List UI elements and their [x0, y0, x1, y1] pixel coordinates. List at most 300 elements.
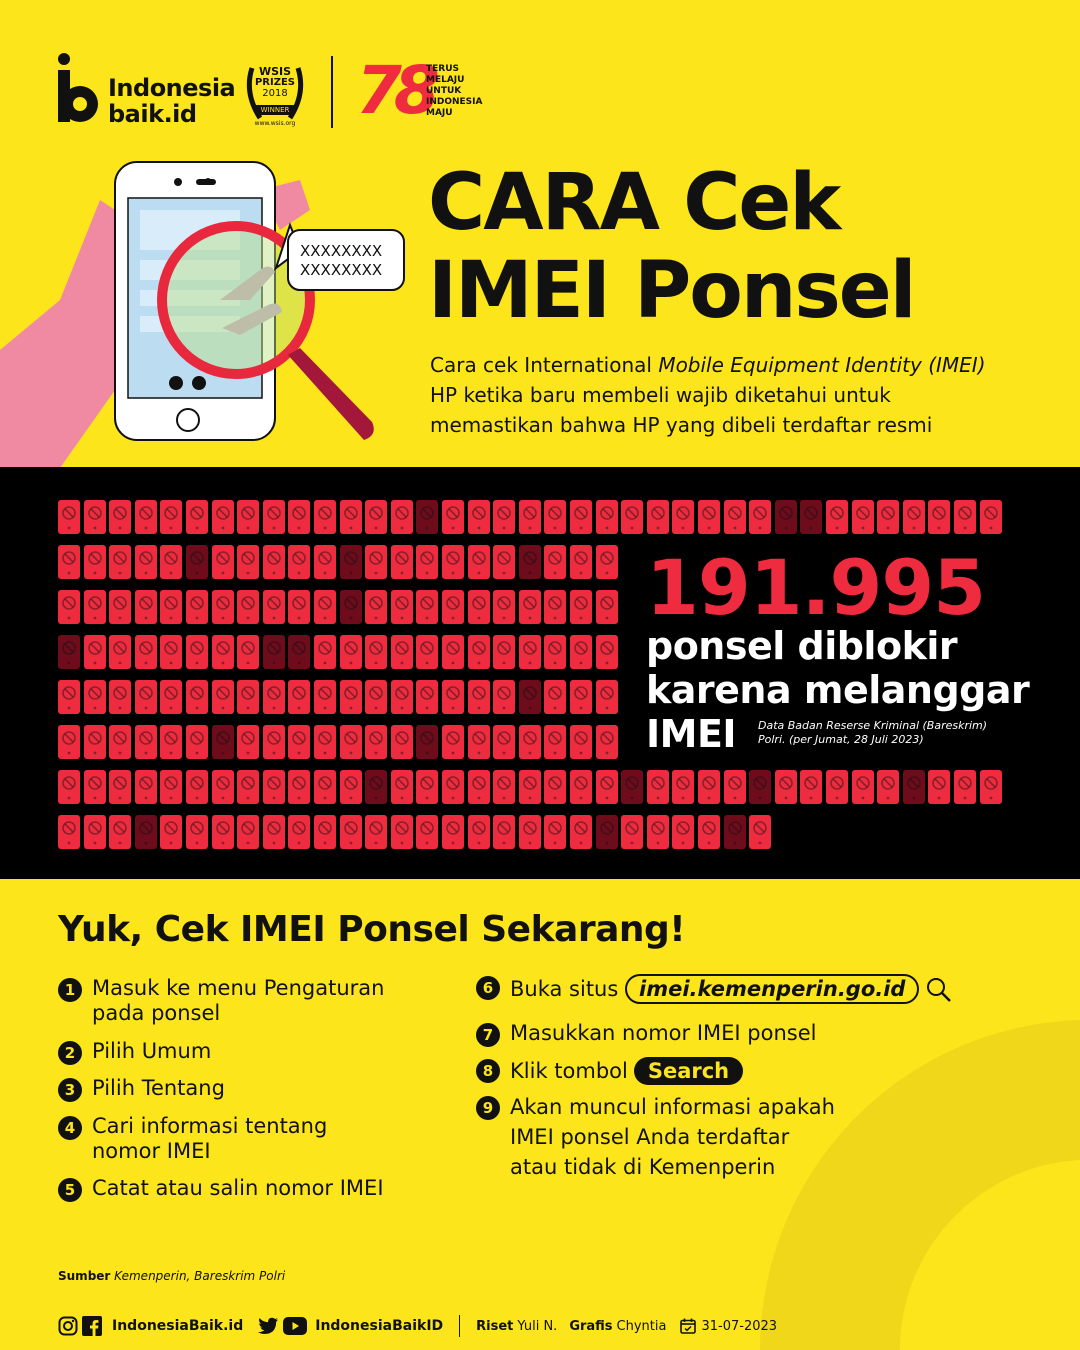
- blocked-phone-icon: [519, 680, 541, 714]
- blocked-phone-icon: [314, 725, 336, 759]
- blocked-phone-icon: [544, 545, 566, 579]
- step-8: [476, 1057, 743, 1085]
- blocked-phone-icon: [340, 770, 362, 804]
- search-icon: [926, 977, 952, 1003]
- step-8-label: Klik tombol: [510, 1059, 628, 1083]
- blocked-phone-icon: [519, 545, 541, 579]
- blocked-phone-icon: [365, 545, 387, 579]
- tagline-line1: TERUS: [426, 64, 460, 74]
- blocked-phone-icon: [570, 815, 592, 849]
- source-label: Sumber: [58, 1269, 111, 1283]
- blocked-phone-icon: [237, 635, 259, 669]
- blocked-phone-icon: [647, 770, 669, 804]
- blocked-phone-icon: [416, 770, 438, 804]
- blocked-phone-icon: [416, 500, 438, 534]
- grafis-name: Chyntia: [616, 1318, 667, 1334]
- blocked-phone-icon: [340, 815, 362, 849]
- blocked-phone-icon: [340, 590, 362, 624]
- anniversary-logo: [356, 54, 496, 130]
- blocked-phone-icon: [365, 635, 387, 669]
- blocked-phone-icon: [493, 500, 515, 534]
- blocked-phone-icon: [365, 680, 387, 714]
- blocked-phone-icon: [852, 770, 874, 804]
- blocked-phone-icon: [468, 545, 490, 579]
- logo-b-mark: [56, 52, 100, 126]
- blocked-phone-icon: [391, 770, 413, 804]
- blocked-phone-icon: [544, 635, 566, 669]
- blocked-phone-icon: [109, 815, 131, 849]
- blocked-phone-icon: [263, 815, 285, 849]
- blocked-phone-icon: [135, 725, 157, 759]
- twitter-icon[interactable]: [257, 1317, 279, 1335]
- blocked-phone-icon: [749, 815, 771, 849]
- blocked-phone-icon: [365, 500, 387, 534]
- blocked-phone-icon: [519, 770, 541, 804]
- blocked-phone-icon: [724, 500, 746, 534]
- blocked-phone-icon: [596, 500, 618, 534]
- blocked-phone-icon: [58, 815, 80, 849]
- youtube-icon[interactable]: [283, 1317, 307, 1335]
- blocked-phone-icon: [570, 590, 592, 624]
- stat-line2: karena melanggar: [646, 668, 1030, 712]
- blocked-phone-icon: [672, 500, 694, 534]
- blocked-phone-icon: [442, 545, 464, 579]
- blocked-phone-icon: [442, 635, 464, 669]
- blocked-phone-icon: [852, 500, 874, 534]
- blocked-phone-icon: [391, 545, 413, 579]
- blocked-phone-icon: [186, 500, 208, 534]
- blocked-phone-icon: [263, 725, 285, 759]
- blocked-phone-icon: [596, 680, 618, 714]
- tagline-line4: INDONESIA: [426, 97, 483, 107]
- blocked-phone-icon: [416, 815, 438, 849]
- blocked-phone-icon: [928, 500, 950, 534]
- blocked-phone-icon: [468, 635, 490, 669]
- blocked-phone-icon: [288, 590, 310, 624]
- blocked-phone-icon: [391, 590, 413, 624]
- blocked-phone-icon: [724, 770, 746, 804]
- blocked-phone-icon: [212, 500, 234, 534]
- blocked-phone-icon: [877, 500, 899, 534]
- blocked-phone-icon: [288, 680, 310, 714]
- logo-name-line1: Indonesia: [108, 74, 236, 102]
- blocked-phone-icon: [980, 500, 1002, 534]
- blocked-phone-icon: [263, 635, 285, 669]
- wsis-year: 2018: [262, 88, 288, 99]
- desc-line1: [430, 350, 1050, 380]
- note-line2: Polri. (per Jumat, 28 Juli 2023): [758, 733, 924, 746]
- blocked-phone-icon: [84, 815, 106, 849]
- blocked-phone-icon: [314, 545, 336, 579]
- blocked-phone-icon: [237, 770, 259, 804]
- footer-handle-2[interactable]: IndonesiaBaikID: [315, 1318, 444, 1334]
- blocked-phone-icon: [186, 815, 208, 849]
- blocked-phone-icon: [109, 725, 131, 759]
- blocked-phone-icon: [84, 635, 106, 669]
- blocked-phone-icon: [84, 545, 106, 579]
- blocked-phone-icon: [647, 815, 669, 849]
- blocked-phone-icon: [903, 770, 925, 804]
- note-line1: Data Badan Reserse Kriminal (Bareskrim): [758, 719, 988, 732]
- speech-bubble-text-1: XXXXXXXX: [300, 242, 383, 260]
- blocked-phone-icon: [84, 770, 106, 804]
- blocked-phone-icon: [237, 500, 259, 534]
- blocked-phone-icon: [493, 590, 515, 624]
- blocked-phone-icon: [58, 545, 80, 579]
- grafis-label: Grafis: [569, 1318, 613, 1334]
- blocked-phone-icon: [570, 725, 592, 759]
- blocked-phone-icon: [493, 725, 515, 759]
- blocked-phone-icon: [109, 590, 131, 624]
- blocked-phone-icon: [340, 545, 362, 579]
- footer-divider: [459, 1315, 460, 1337]
- source-note: [58, 1269, 285, 1283]
- blocked-phone-icon: [391, 725, 413, 759]
- blocked-phone-icon: [519, 815, 541, 849]
- blocked-phone-icon: [570, 680, 592, 714]
- blocked-phone-icon: [186, 545, 208, 579]
- desc-line3: memastikan bahwa HP yang dibeli terdaftar resmi: [430, 413, 933, 437]
- step-5: [58, 1176, 384, 1202]
- blocked-phone-icon: [365, 725, 387, 759]
- instagram-icon[interactable]: [58, 1316, 78, 1336]
- blocked-phone-icon: [672, 770, 694, 804]
- blocked-phone-icon: [109, 500, 131, 534]
- blocked-phone-icon: [135, 815, 157, 849]
- blocked-phone-icon: [468, 590, 490, 624]
- step-3: [58, 1076, 225, 1102]
- blocked-phone-icon: [596, 545, 618, 579]
- blocked-phone-icon: [416, 545, 438, 579]
- blocked-phone-icon: [109, 545, 131, 579]
- step-2: [58, 1039, 211, 1065]
- blocked-phone-icon: [135, 590, 157, 624]
- step-7: [476, 1021, 816, 1047]
- blocked-phone-icon: [980, 770, 1002, 804]
- hero-description: [430, 350, 1050, 440]
- blocked-phone-icon: [84, 500, 106, 534]
- blocked-phone-icon: [570, 545, 592, 579]
- blocked-phone-icon: [365, 770, 387, 804]
- footer-bar: [58, 1314, 777, 1338]
- wsis-winner-ribbon: WINNER: [256, 105, 294, 115]
- blocked-phone-icon: [314, 815, 336, 849]
- blocked-phone-icon: [186, 770, 208, 804]
- riset-name: Yuli N.: [517, 1318, 558, 1334]
- calendar-icon: [680, 1318, 696, 1334]
- step-4: [58, 1114, 327, 1164]
- blocked-phone-icon: [135, 680, 157, 714]
- kemenperin-url-link[interactable]: imei.kemenperin.go.id: [625, 974, 919, 1004]
- step-6-label: Buka situs: [510, 977, 619, 1001]
- blocked-phone-icon: [288, 500, 310, 534]
- footer-handle-1[interactable]: IndonesiaBaik.id: [112, 1318, 244, 1334]
- step-text-6: [510, 974, 952, 1004]
- blocked-phone-icon: [160, 590, 182, 624]
- blocked-phone-icon: [263, 500, 285, 534]
- blocked-phone-icon: [621, 815, 643, 849]
- blocked-phone-icon: [263, 590, 285, 624]
- blocked-phone-icon: [826, 500, 848, 534]
- indonesiabaik-logo: [56, 52, 236, 126]
- step-number-4: 4: [58, 1116, 82, 1140]
- blocked-phone-icon: [544, 725, 566, 759]
- blocked-phone-icon: [442, 725, 464, 759]
- tagline-line2: MELAJU: [426, 75, 465, 85]
- blocked-phone-icon: [237, 815, 259, 849]
- blocked-phone-icon: [544, 680, 566, 714]
- blocked-phone-icon: [340, 500, 362, 534]
- anniversary-tagline: [426, 64, 482, 119]
- stat-line3: IMEI: [646, 712, 737, 756]
- wsis-line1: WSIS: [258, 65, 292, 78]
- step-9: [476, 1094, 835, 1182]
- step-text-7: Masukkan nomor IMEI ponsel: [510, 1021, 817, 1045]
- blocked-phone-icon: [544, 500, 566, 534]
- step-text-3: Pilih Tentang: [92, 1076, 225, 1100]
- step-number-9: 9: [476, 1096, 500, 1120]
- blocked-phone-icon: [135, 635, 157, 669]
- blocked-phone-icon: [237, 725, 259, 759]
- step-text-5: Catat atau salin nomor IMEI: [92, 1176, 384, 1200]
- blocked-phone-icon: [58, 590, 80, 624]
- blocked-phone-icon: [442, 680, 464, 714]
- blocked-phone-icon: [826, 770, 848, 804]
- blocked-phone-icon: [237, 545, 259, 579]
- blocked-phone-icon: [544, 770, 566, 804]
- blocked-phone-icon: [263, 770, 285, 804]
- blocked-phone-icon: [775, 770, 797, 804]
- blocked-phone-icon: [570, 500, 592, 534]
- blocked-phone-icon: [84, 590, 106, 624]
- blocked-phone-icon: [160, 725, 182, 759]
- speech-bubble-text-2: XXXXXXXX: [300, 261, 383, 279]
- blocked-phone-icon: [621, 500, 643, 534]
- blocked-phone-icon: [800, 770, 822, 804]
- blocked-phone-icon: [416, 680, 438, 714]
- stat-number: 191.995: [646, 543, 986, 632]
- blocked-phone-icon: [544, 590, 566, 624]
- blocked-phone-icon: [340, 680, 362, 714]
- blocked-phone-icon: [186, 590, 208, 624]
- blocked-phone-icon: [698, 815, 720, 849]
- blocked-phone-icon: [135, 500, 157, 534]
- desc-line1-b: Mobile Equipment Identity (IMEI): [658, 353, 986, 377]
- blocked-phone-icon: [596, 815, 618, 849]
- step-6: [476, 974, 952, 1004]
- blocked-phone-icon: [263, 545, 285, 579]
- blocked-phone-icon: [698, 500, 720, 534]
- steps-title: Yuk, Cek IMEI Ponsel Sekarang!: [58, 909, 686, 950]
- blocked-phone-icon: [928, 770, 950, 804]
- blocked-phone-icon: [237, 680, 259, 714]
- blocked-phone-icon: [288, 770, 310, 804]
- blocked-phone-icon: [109, 635, 131, 669]
- blocked-phone-icon: [288, 635, 310, 669]
- blocked-phone-icon: [468, 680, 490, 714]
- blocked-phone-icon: [416, 590, 438, 624]
- step-number-2: 2: [58, 1041, 82, 1065]
- blocked-phone-icon: [800, 500, 822, 534]
- blocked-phone-icon: [186, 725, 208, 759]
- blocked-phone-icon: [135, 545, 157, 579]
- blocked-phone-icon: [160, 680, 182, 714]
- blocked-phone-icon: [58, 500, 80, 534]
- blocked-phone-icon: [212, 725, 234, 759]
- blocked-phone-icon: [493, 815, 515, 849]
- blocked-phone-icon: [314, 635, 336, 669]
- step-text-1: Masuk ke menu Pengaturan pada ponsel: [92, 976, 385, 1025]
- blocked-phone-icon: [698, 770, 720, 804]
- blocked-phone-icon: [365, 590, 387, 624]
- step-text-2: Pilih Umum: [92, 1039, 212, 1063]
- step-number-3: 3: [58, 1078, 82, 1102]
- desc-line2: HP ketika baru membeli wajib diketahui untuk: [430, 383, 891, 407]
- blocked-phone-icon: [186, 680, 208, 714]
- blocked-phone-icon: [596, 770, 618, 804]
- blocked-phone-icon: [340, 635, 362, 669]
- blocked-phone-icon: [596, 635, 618, 669]
- blocked-phone-icon: [160, 500, 182, 534]
- blocked-phone-icon: [954, 500, 976, 534]
- blocked-phone-icon: [160, 815, 182, 849]
- search-button[interactable]: Search: [634, 1057, 743, 1085]
- blocked-phone-icon: [365, 815, 387, 849]
- blocked-phone-icon: [212, 635, 234, 669]
- anniversary-number: 78: [356, 52, 432, 129]
- blocked-phone-icon: [340, 725, 362, 759]
- header-divider: [331, 56, 333, 128]
- tagline-line3: UNTUK: [426, 86, 462, 96]
- blocked-phone-icon: [109, 680, 131, 714]
- blocked-phone-icon: [84, 680, 106, 714]
- blocked-phone-icon: [212, 815, 234, 849]
- blocked-phone-icon: [58, 680, 80, 714]
- riset-label: Riset: [476, 1318, 514, 1334]
- blocked-phone-icon: [160, 545, 182, 579]
- tagline-line5: MAJU: [426, 108, 453, 118]
- blocked-phone-icon: [493, 635, 515, 669]
- step-number-8: 8: [476, 1059, 500, 1083]
- blocked-phone-icon: [416, 725, 438, 759]
- step-text-4: Cari informasi tentang nomor IMEI: [92, 1114, 328, 1163]
- blocked-phone-icon: [468, 770, 490, 804]
- blocked-phone-icon: [212, 590, 234, 624]
- step-1: [58, 976, 384, 1026]
- blocked-phone-icon: [314, 590, 336, 624]
- blocked-phone-icon: [596, 725, 618, 759]
- blocked-phone-icon: [749, 770, 771, 804]
- desc-line1-a: Cara cek International: [430, 353, 659, 377]
- blocked-phone-icon: [621, 770, 643, 804]
- blocked-phone-icon: [160, 770, 182, 804]
- decorative-arc: [700, 1020, 1080, 1350]
- blocked-phone-icon: [391, 500, 413, 534]
- blocked-phone-icon: [903, 500, 925, 534]
- blocked-phone-icon: [186, 635, 208, 669]
- blocked-phone-icon: [314, 770, 336, 804]
- blocked-phone-icon: [212, 770, 234, 804]
- blocked-phone-icon: [519, 500, 541, 534]
- facebook-icon[interactable]: [82, 1316, 102, 1336]
- phone-inspection-illustration: [0, 150, 420, 468]
- logo-name-line2: baik.id: [108, 100, 197, 128]
- blocked-phone-icon: [391, 680, 413, 714]
- step-text-9: Akan muncul informasi apakah IMEI ponsel Anda terdaftar atau tidak di Kemenperin: [510, 1095, 835, 1179]
- stat-line1: ponsel diblokir: [646, 624, 958, 668]
- blocked-phone-icon: [493, 545, 515, 579]
- wsis-award-badge: [242, 58, 308, 132]
- blocked-phone-icon: [519, 635, 541, 669]
- wsis-line2: PRIZES: [254, 77, 296, 88]
- step-number-7: 7: [476, 1023, 500, 1047]
- blocked-phone-icon: [749, 500, 771, 534]
- blocked-phone-icon: [468, 500, 490, 534]
- blocked-phone-icon: [160, 635, 182, 669]
- blocked-phone-icon: [58, 725, 80, 759]
- stat-source-note: [758, 719, 987, 747]
- blocked-phone-icon: [212, 545, 234, 579]
- wsis-url: www.wsis.org: [254, 120, 296, 127]
- blocked-phone-icon: [135, 770, 157, 804]
- blocked-phone-icon: [288, 815, 310, 849]
- page-title-line2: IMEI Ponsel: [428, 246, 915, 336]
- blocked-phone-icon: [314, 500, 336, 534]
- blocked-phone-icon: [775, 500, 797, 534]
- blocked-phone-icon: [570, 770, 592, 804]
- blocked-phone-icon: [263, 680, 285, 714]
- blocked-phone-icon: [58, 770, 80, 804]
- blocked-phone-icon: [288, 545, 310, 579]
- blocked-phone-icon: [212, 680, 234, 714]
- blocked-phone-icon: [468, 725, 490, 759]
- blocked-phone-icon: [391, 635, 413, 669]
- blocked-phone-icon: [314, 680, 336, 714]
- blocked-phone-icon: [954, 770, 976, 804]
- page-title-line1: CARA Cek: [428, 158, 840, 248]
- blocked-phone-icon: [109, 770, 131, 804]
- blocked-phone-icon: [416, 635, 438, 669]
- source-value: Kemenperin, Bareskrim Polri: [114, 1269, 286, 1283]
- blocked-phone-icon: [468, 815, 490, 849]
- blocked-phone-icon: [237, 590, 259, 624]
- blocked-phone-icon: [493, 680, 515, 714]
- step-text-8: [510, 1057, 743, 1085]
- blocked-phone-icon: [544, 815, 566, 849]
- blocked-phone-icon: [877, 770, 899, 804]
- blocked-phone-icon: [596, 590, 618, 624]
- blocked-phone-icon: [519, 725, 541, 759]
- step-number-6: 6: [476, 976, 500, 1000]
- blocked-phone-icon: [58, 635, 80, 669]
- blocked-phone-icon: [391, 815, 413, 849]
- blocked-phone-icon: [570, 635, 592, 669]
- blocked-phone-icon: [442, 590, 464, 624]
- blocked-phone-icon: [519, 590, 541, 624]
- blocked-phone-icon: [442, 500, 464, 534]
- blocked-phone-icon: [288, 725, 310, 759]
- blocked-phone-icon: [672, 815, 694, 849]
- step-number-5: 5: [58, 1178, 82, 1202]
- blocked-phone-icon: [442, 770, 464, 804]
- blocked-phone-icon: [442, 815, 464, 849]
- blocked-phone-icon: [724, 815, 746, 849]
- blocked-phone-icon: [647, 500, 669, 534]
- footer-date: 31-07-2023: [701, 1318, 778, 1334]
- step-number-1: 1: [58, 978, 82, 1002]
- blocked-phone-icon: [84, 725, 106, 759]
- blocked-phone-icon: [493, 770, 515, 804]
